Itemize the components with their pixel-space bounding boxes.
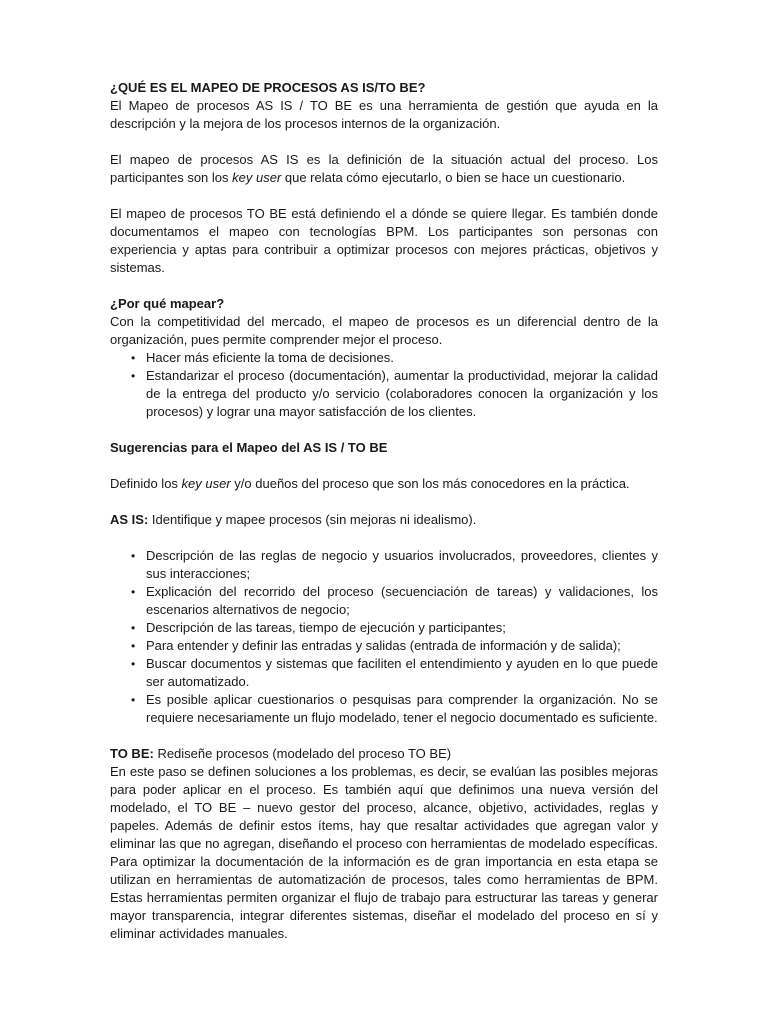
list-item: • Estandarizar el proceso (documentación), aumentar la productividad, mejorar la calidad de la entrega del producto y/o servicio (colaboradores conocen la organización y los procesos) y lograr una mayor satisfacción de los clientes. <box>131 368 658 419</box>
list-item: • Para entender y definir las entradas y salidas (entrada de información y de salida); <box>131 638 621 653</box>
bullet-icon: • <box>131 639 136 653</box>
as-is-paragraph: AS IS: Identifique y mapee procesos (sin mejoras ni idealismo). <box>110 512 477 527</box>
to-be-paragraph: En este paso se definen soluciones a los problemas, es decir, se evalúan las posibles mejoras para poder aplicar en el proceso. Es también aquí que definimos una nueva versión del modelado, el TO BE – nuevo gestor del proceso, alcance, objetivo, actividades, reglas y papeles. Además de definir estos ítems, hay que resaltar actividades que agregan valor y eliminar las que no agregan, diseñando el proceso con herramientas de modelado específicas. Para optimizar la documentación de la información es de gran importancia en esta etapa se utilizan en herramientas de automatización de procesos, tales como herramientas de BPM. Estas herramientas permiten organizar el flujo de trabajo para estructurar las tareas y generar mayor transparencia, integrar diferentes sistemas, diseñar el modelado del proceso en sí y eliminar actividades manuales. <box>110 764 658 941</box>
list-item: • Explicación del recorrido del proceso (secuenciación de tareas) y validaciones, los escenarios alternativos de negocio; <box>131 584 658 617</box>
list-item: • Descripción de las tareas, tiempo de ejecución y participantes; <box>131 620 506 635</box>
bullet-icon: • <box>131 657 136 671</box>
key-user-term: key user <box>232 170 282 185</box>
define-paragraph: Definido los key user y/o dueños del proceso que son los más conocedores en la práctica. <box>110 476 630 491</box>
as-is-definition: El mapeo de procesos AS IS es la definición de la situación actual del proceso. Los participantes son los key user que relata cómo ejecutarlo, o bien se hace un cuestionario. <box>110 152 658 185</box>
why-paragraph: Con la competitividad del mercado, el mapeo de procesos es un diferencial dentro de la organización, pues permite comprender mejor el proceso. <box>110 314 658 347</box>
why-heading: ¿Por qué mapear? <box>110 296 225 311</box>
list-item: • Descripción de las reglas de negocio y usuarios involucrados, proveedores, clientes y sus interacciones; <box>131 548 658 581</box>
as-is-label: AS IS: <box>110 512 149 527</box>
to-be-label: TO BE: <box>110 746 154 761</box>
as-is-bullet-list <box>110 547 658 727</box>
page-title: ¿QUÉ ES EL MAPEO DE PROCESOS AS IS/TO BE? <box>110 80 426 95</box>
bullet-icon: • <box>131 549 136 563</box>
list-item: • Hacer más eficiente la toma de decisiones. <box>131 350 394 365</box>
list-item: • Es posible aplicar cuestionarios o pesquisas para comprender la organización. No se requiere necesariamente un flujo modelado, tener el negocio documentado es suficiente. <box>131 692 658 725</box>
bullet-icon: • <box>131 369 136 383</box>
bullet-icon: • <box>131 621 136 635</box>
key-user-term: key user <box>181 476 231 491</box>
suggestions-heading: Sugerencias para el Mapeo del AS IS / TO BE <box>110 440 388 455</box>
document-body <box>110 79 658 943</box>
bullet-icon: • <box>131 693 136 707</box>
to-be-heading: TO BE: Rediseñe procesos (modelado del proceso TO BE) <box>110 746 452 761</box>
to-be-definition: El mapeo de procesos TO BE está definiendo el a dónde se quiere llegar. Es también donde documentamos el mapeo con tecnologías BPM. Los participantes son personas con experiencia y aptas para contribuir a optimizar procesos con mejores prácticas, objetivos y sistemas. <box>110 206 658 275</box>
bullet-icon: • <box>131 351 136 365</box>
why-bullet-list <box>110 349 658 421</box>
list-item: • Buscar documentos y sistemas que faciliten el entendimiento y ayuden en lo que puede ser automatizado. <box>131 656 658 689</box>
intro-paragraph: El Mapeo de procesos AS IS / TO BE es una herramienta de gestión que ayuda en la descripción y la mejora de los procesos internos de la organización. <box>110 98 658 131</box>
bullet-icon: • <box>131 585 136 599</box>
